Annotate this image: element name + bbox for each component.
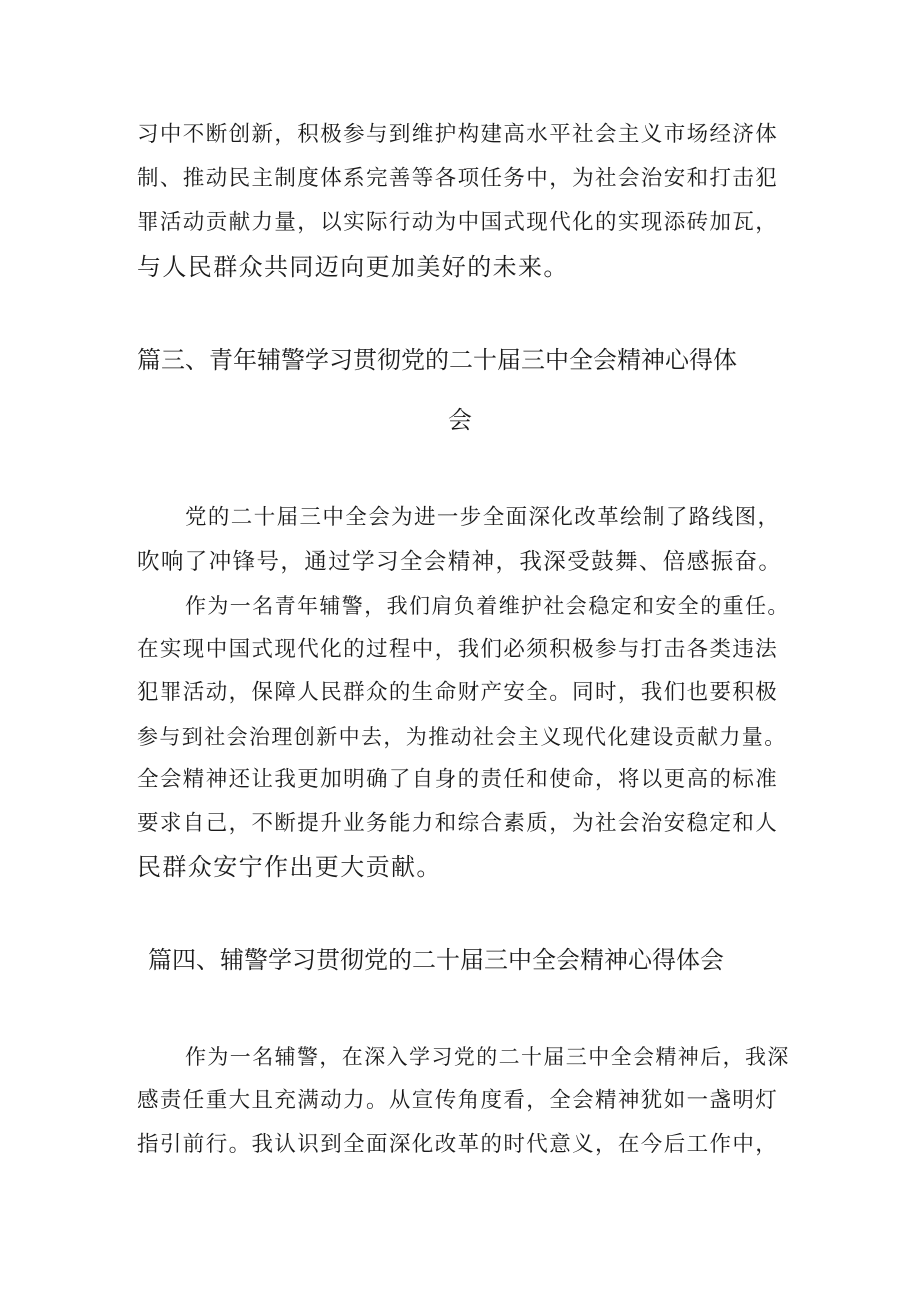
section-heading: 篇三、青年辅警学习贯彻党的二十届三中全会精神心得体 [137, 346, 737, 374]
paragraph-line: 参与到社会治理创新中去，为推动社会主义现代化建设贡献力量。 [137, 725, 787, 749]
paragraph-line: 要求自己，不断提升业务能力和综合素质，为社会治安稳定和人 [137, 811, 779, 836]
paragraph-line: 指引前行。我认识到全面深化改革的时代意义，在今后工作中， [137, 1132, 779, 1157]
paragraph-line: 与人民群众共同迈向更加美好的未来。 [137, 253, 569, 281]
paragraph-line: 罪活动贡献力量，以实际行动为中国式现代化的实现添砖加瓦， [137, 210, 779, 235]
paragraph-line: 民群众安宁作出更大贡献。 [137, 853, 442, 881]
paragraph-line: 作为一名青年辅警，我们肩负着维护社会稳定和安全的重任。 [185, 594, 790, 618]
paragraph-line: 犯罪活动，保障人民群众的生命财产安全。同时，我们也要积极 [137, 680, 779, 705]
paragraph-line: 作为一名辅警，在深入学习党的二十届三中全会精神后，我深 [185, 1045, 790, 1069]
paragraph-line: 制、推动民主制度体系完善等各项任务中，为社会治安和打击犯 [137, 166, 779, 191]
section-heading-continuation: 会 [448, 406, 472, 434]
section-heading: 篇四、辅警学习贯彻党的二十届三中全会精神心得体会 [148, 946, 724, 974]
paragraph-line: 习中不断创新，积极参与到维护构建高水平社会主义市场经济体 [137, 122, 779, 147]
paragraph-line: 在实现中国式现代化的过程中，我们必须积极参与打击各类违法 [137, 637, 779, 662]
paragraph-line: 吹响了冲锋号，通过学习全会精神，我深受鼓舞、倍感振奋。 [137, 549, 783, 575]
paragraph-line: 党的二十届三中全会为进一步全面深化改革绘制了路线图， [185, 505, 781, 530]
paragraph-line: 全会精神还让我更加明确了自身的责任和使命，将以更高的标准 [137, 767, 779, 792]
paragraph-line: 感责任重大且充满动力。从宣传角度看，全会精神犹如一盏明灯 [137, 1088, 779, 1113]
